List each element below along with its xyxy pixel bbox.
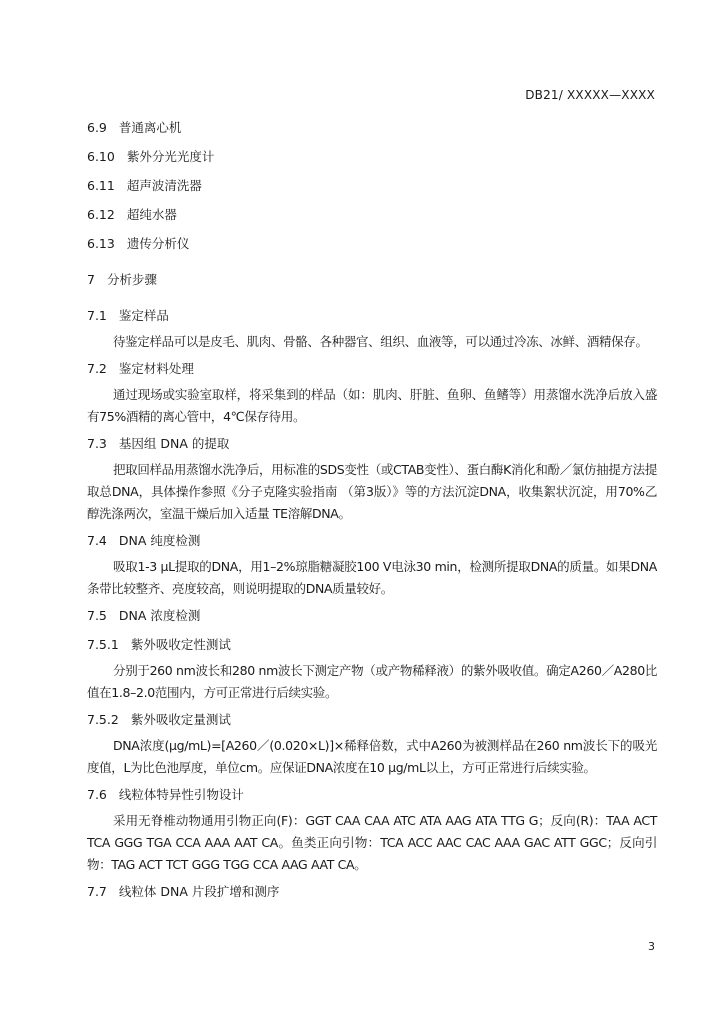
paragraph-7-4: 吸取1-3 μL提取的DNA，用1–2%琼脂糖凝胶100 V电泳30 min，检测所提取DNA的质量。如果DNA条带比较整齐、亮度较高，则说明提取的DNA质量较好。 <box>87 559 657 596</box>
section-heading-7-7: 7.7 线粒体 DNA 片段扩增和测序 <box>87 884 280 899</box>
paragraph-7-1: 待鉴定样品可以是皮毛、肌肉、骨骼、各种器官、组织、血液等，可以通过冷冻、冰鲜、酒精保存。 <box>113 334 648 349</box>
document-body <box>87 118 657 901</box>
section-heading-6-10: 6.10 紫外分光光度计 <box>87 149 215 164</box>
page-number: 3 <box>648 940 655 953</box>
section-heading-7-1: 7.1 鉴定样品 <box>87 308 169 323</box>
section-heading-6-9: 6.9 普通离心机 <box>87 120 182 135</box>
section-heading-7-4: 7.4 DNA 纯度检测 <box>87 533 201 548</box>
paragraph-7-5-2: DNA浓度(μg/mL)=[A260／(0.020×L)]×稀释倍数，式中A260为被测样品在260 nm波长下的吸光度值，L为比色池厚度，单位cm。应保证DNA浓度在10 μg/mL以上，方可正常进行后续实验。 <box>87 738 657 775</box>
paragraph-7-2: 通过现场或实验室取样，将采集到的样品（如：肌肉、肝脏、鱼卵、鱼鳍等）用蒸馏水洗净后放入盛有75%酒精的离心管中，4℃保存待用。 <box>87 387 657 424</box>
section-heading-7-5: 7.5 DNA 浓度检测 <box>87 608 201 623</box>
section-heading-7-5-2: 7.5.2 紫外吸收定量测试 <box>87 712 231 727</box>
paragraph-7-3: 把取回样品用蒸馏水洗净后，用标准的SDS变性（或CTAB变性）、蛋白酶K消化和酚／氯仿抽提方法提取总DNA，具体操作参照《分子克隆实验指南 （第3版）》等的方法沉淀DNA，收集絮状沉淀，用70%乙醇洗涤两次，室温干燥后加入适量 TE溶解DNA。 <box>87 462 657 521</box>
chapter-heading-7: 7 分析步骤 <box>87 272 157 287</box>
section-heading-6-13: 6.13 遗传分析仪 <box>87 236 190 251</box>
section-heading-6-12: 6.12 超纯水器 <box>87 207 177 222</box>
section-heading-7-3: 7.3 基因组 DNA 的提取 <box>87 436 230 451</box>
section-heading-7-2: 7.2 鉴定材料处理 <box>87 361 194 376</box>
document-code: DB21/ XXXXX—XXXX <box>525 88 655 102</box>
section-heading-6-11: 6.11 超声波清洗器 <box>87 178 202 193</box>
paragraph-7-5-1: 分别于260 nm波长和280 nm波长下测定产物（或产物稀释液）的紫外吸收值。确定A260／A280比值在1.8–2.0范围内，方可正常进行后续实验。 <box>87 663 657 700</box>
paragraph-7-6: 采用无脊椎动物通用引物正向(F)：GGT CAA CAA ATC ATA AAG ATA TTG G；反向(R)：TAA ACT TCA GGG TGA CCA AAA AAT CA。鱼类正向引物：TCA ACC AAC CAC AAA GAC ATT GGC；反向引物：TAG ACT TCT GGG TGG CCA AAG AAT CA。 <box>87 813 657 872</box>
section-heading-7-5-1: 7.5.1 紫外吸收定性测试 <box>87 637 231 652</box>
section-heading-7-6: 7.6 线粒体特异性引物设计 <box>87 787 244 802</box>
